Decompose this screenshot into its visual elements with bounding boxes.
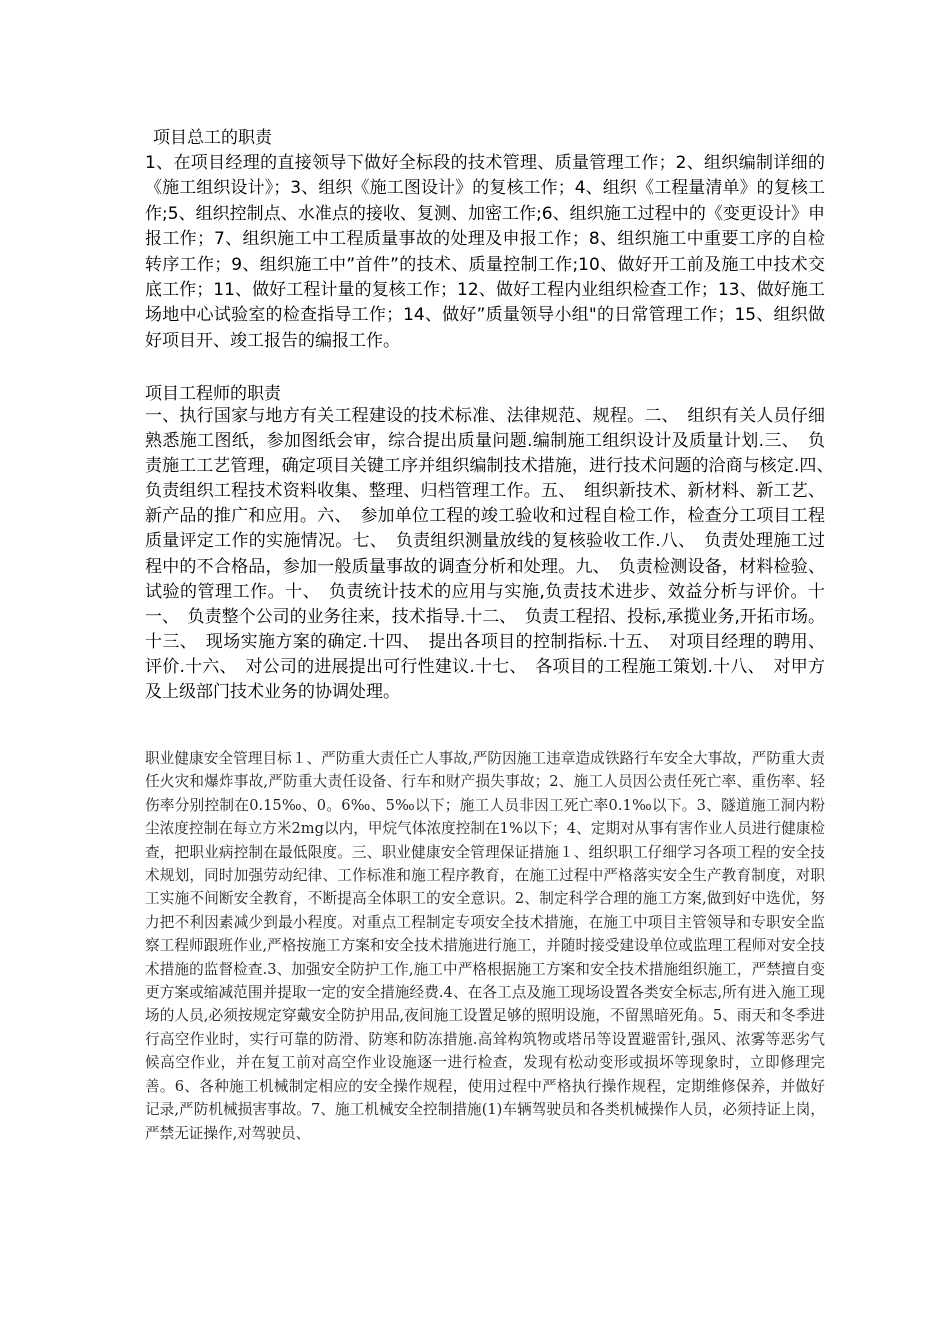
section-body-project-engineer: 一、执行国家与地方有关工程建设的技术标准、法律规范、规程。二、 组织有关人员仔细熟悉施工图纸，参加图纸会审，综合提出质量问题.编制施工组织设计及质量计划.三、 负责施工工艺管理，确定项目关键工序并组织编制技术措施，进行技术问题的洽商与核定.四、 负责组织工程技术资料收集、整理、归档管理工作。五、 组织新技术、新材料、新工艺、新产品的推广和应用。六、 参加单位工程的竣工验收和过程自检工作，检查分工项目工程质量评定工作的实施情况。七、 负责组织测量放线的复核验收工作.八、 负责处理施工过程中的不合格品，参加一般质量事故的调查分析和处理。九、 负责检测设备，材料检验、试验的管理工作。十、 负责统计技术的应用与实施,负责技术进步、效益分析与评价。十一、 负责整个公司的业务往来，技术指导.十二、 负责工程招、投标,承揽业务,开拓市场。十三、 现场实施方案的确定.十四、 提出各项目的控制指标.十五、 对项目经理的聘用、评价.十六、 对公司的进展提出可行性建议.十七、 各项目的工程施工策划.十八、 对甲方及上级部门技术业务的协调处理。 bbox=[145, 406, 842, 703]
section-body-occupational-safety: 职业健康安全管理目标１、严防重大责任亡人事故,严防因施工违章造成铁路行车安全大事故，严防重大责任火灾和爆炸事故,严防重大责任设备、行车和财产损失事故；2、施工人员因公责任死亡率、重伤率、轻伤率分别控制在0.15‰、0。6‰、5‰以下；施工人员非因工死亡率0.1‰以下。3、隧道施工洞内粉尘浓度控制在每立方米2mg以内，甲烷气体浓度控制在1%以下；4、定期对从事有害作业人员进行健康检查，把职业病控制在最低限度。三、职业健康安全管理保证措施１、组织职工仔细学习各项工程的安全技术规划，同时加强劳动纪律、工作标准和施工程序教育，在施工过程中严格落实安全生产教育制度，对职工实施不间断安全教育，不断提高全体职工的安全意识。2、制定科学合理的施工方案,做到好中选优，努力把不利因素减少到最小程度。对重点工程制定专项安全技术措施，在施工中项目主管领导和专职安全监察工程师跟班作业,严格按施工方案和安全技术措施进行施工，并随时接受建设单位或监理工程师对安全技术措施的监督检查.3、加强安全防护工作,施工中严格根据施工方案和安全技术措施组织施工，严禁擅自变更方案或缩减范围并提取一定的安全措施经费.4、在各工点及施工现场设置各类安全标志,所有进入施工现场的人员,必须按规定穿戴安全防护用品,夜间施工设置足够的照明设施，不留黑暗死角。5、雨天和冬季进行高空作业时，实行可靠的防滑、防寒和防冻措施.高耸构筑物或塔吊等设置避雷针,强风、浓雾等恶劣气候高空作业，并在复工前对高空作业设施逐一进行检查，发现有松动变形或损坏等现象时，立即修理完善。6、各种施工机械制定相应的安全操作规程，使用过程中严格执行操作规程，定期维修保养，并做好记录,严防机械损害事故。7、施工机械安全控制措施(1)车辆驾驶员和各类机械操作人员，必须持证上岗，严禁无证操作,对驾驶员、 bbox=[145, 750, 825, 1142]
section-body-chief-engineer: 1、在项目经理的直接领导下做好全标段的技术管理、质量管理工作；2、组织编制详细的《施工组织设计》；3、组织《施工图设计》的复核工作；4、组织《工程量清单》的复核工作;5、组织控制点、水准点的接收、复测、加密工作;6、组织施工过程中的《变更设计》申报工作；7、组织施工中工程质量事故的处理及申报工作；8、组织施工中重要工序的自检转序工作；9、组织施工中”首件”的技术、质量控制工作;10、做好开工前及施工中技术交底工作；11、做好工程计量的复核工作；12、做好工程内业组织检查工作；13、做好施工场地中心试验室的检查指导工作；14、做好”质量领导小组"的日常管理工作；15、组织做好项目开、竣工报告的编报工作。 bbox=[145, 153, 825, 351]
section-title-project-engineer: 项目工程师的职责 bbox=[145, 384, 281, 404]
section-title-chief-engineer: 项目总工的职责 bbox=[153, 128, 272, 148]
